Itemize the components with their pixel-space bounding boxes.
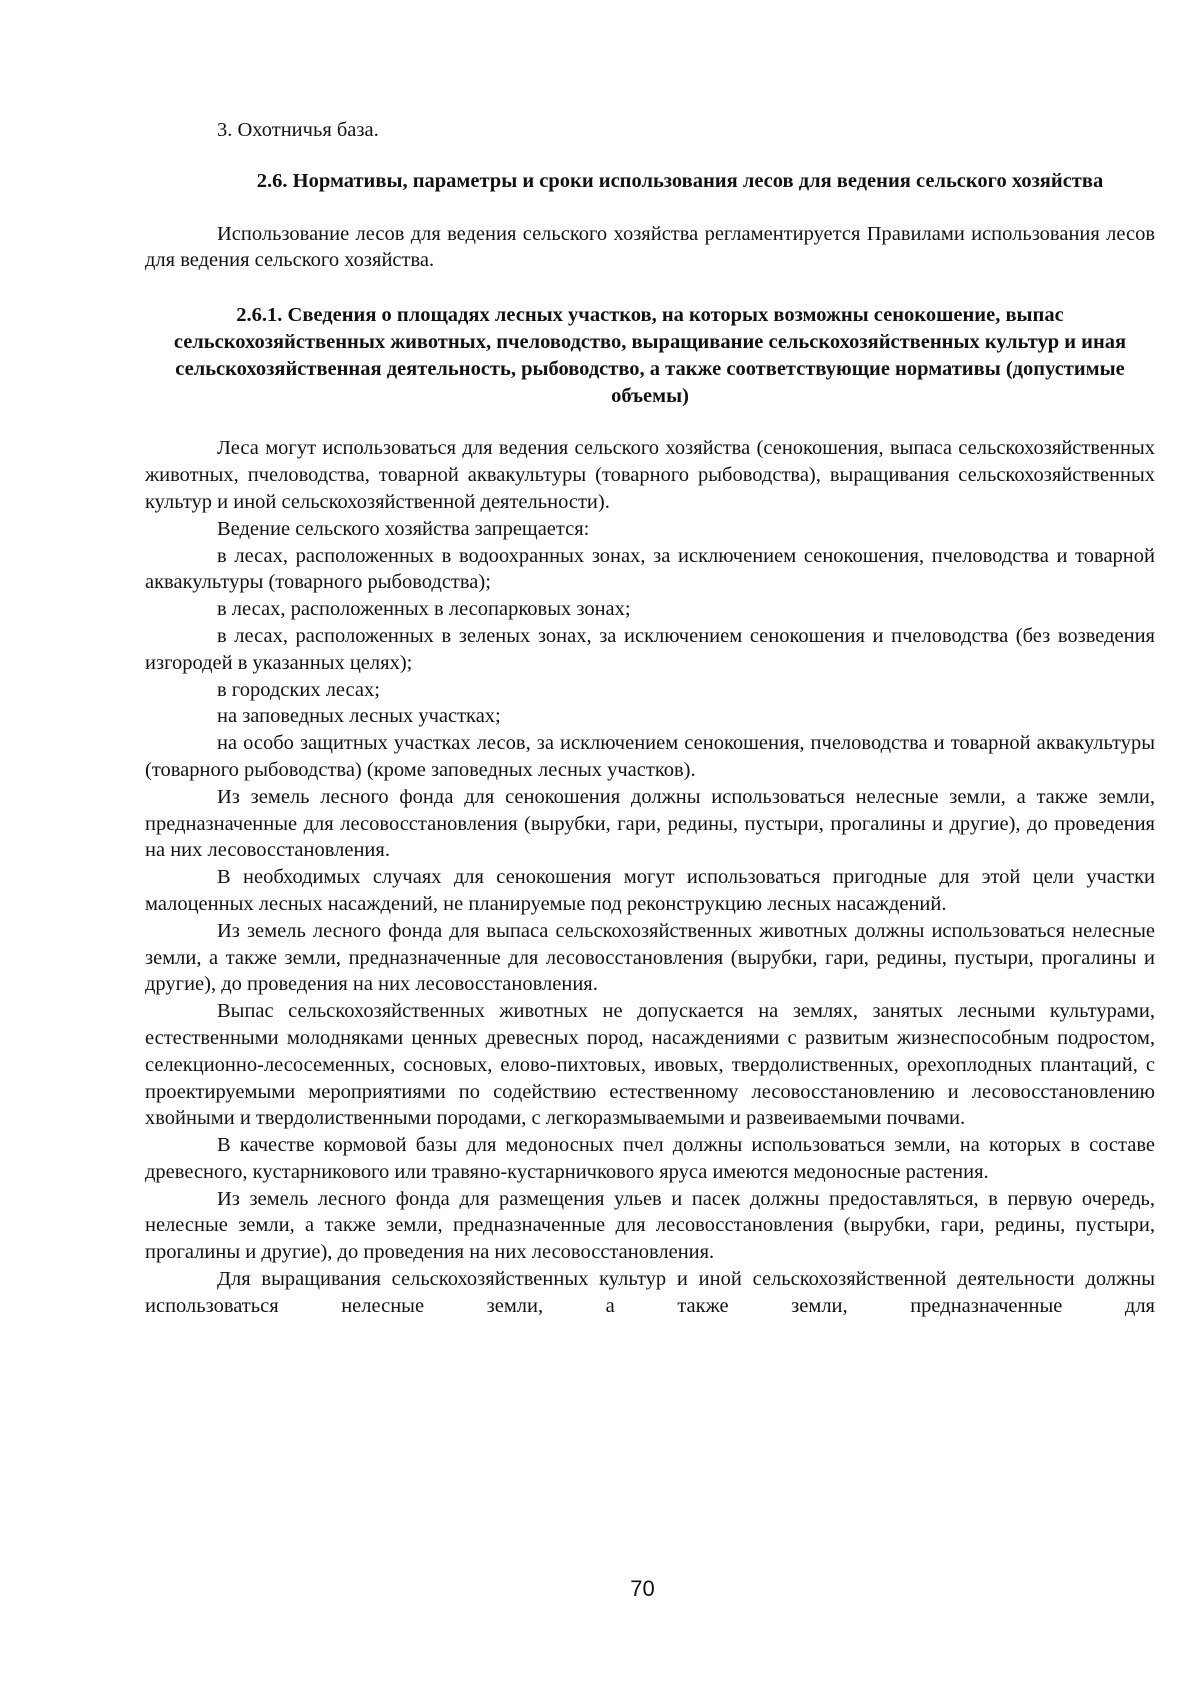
list-item: на особо защитных участках лесов, за исключением сенокошения, пчеловодства и товарной аквакультуры (товарного рыбоводства) (кроме заповедных лесных участков). xyxy=(145,732,1155,781)
list-item: в лесах, расположенных в водоохранных зонах, за исключением сенокошения, пчеловодства и товарной аквакультуры (товарного рыбоводства); xyxy=(145,544,1155,594)
list-item: в лесах, расположенных в лесопарковых зонах; xyxy=(217,598,631,621)
paragraph: В качестве кормовой базы для медоносных пчел должны использоваться земли, на которых в составе древесного, кустарникового или травяно-кустарничкового яруса имеются медоносные растения. xyxy=(145,1134,1155,1183)
paragraph: Леса могут использоваться для ведения сельского хозяйства (сенокошения, выпаса сельскохозяйственных животных, пчеловодства, товарной аквакультуры (товарного рыбоводства), выращивания сельскохозяйственных культур и иной сельскохозяйственной деятельности). xyxy=(145,437,1155,513)
section-heading-2-6-1: 2.6.1. Сведения о площадях лесных участков, на которых возможны сенокошение, выпас сельскохозяйственных животных, пчеловодство, выращивание сельскохозяйственных культур и иная сельскохозяйственная деятельность, рыбоводство, а также соответствующие нормативы (допустимые объемы) xyxy=(173,304,1127,407)
section-heading-2-6: 2.6. Нормативы, параметры и сроки использования лесов для ведения сельского хозяйства xyxy=(256,169,1104,192)
paragraph: В необходимых случаях для сенокошения могут использоваться пригодные для этой цели участки малоценных лесных насаждений, не планируемые под реконструкцию лесных насаждений. xyxy=(145,866,1155,915)
list-item: на заповедных лесных участках; xyxy=(217,705,501,728)
paragraph: Ведение сельского хозяйства запрещается: xyxy=(217,517,590,540)
paragraph-intro: Использование лесов для ведения сельского хозяйства регламентируется Правилами использования лесов для ведения сельского хозяйства. xyxy=(145,222,1155,272)
paragraph: Из земель лесного фонда для размещения ульев и пасек должны предоставляться, в первую очередь, нелесные земли, а также земли, предназначенные для лесовосстановления (вырубки, гари, редины, пустыри, прогалины и другие), до проведения на них лесовосстановления. xyxy=(145,1187,1155,1264)
paragraph: Из земель лесного фонда для сенокошения должны использоваться нелесные земли, а также земли, предназначенные для лесовосстановления (вырубки, гари, редины, пустыри, прогалины и другие), до проведения на них лесовосстановления. xyxy=(145,785,1155,862)
paragraph: Из земель лесного фонда для выпаса сельскохозяйственных животных должны использоваться нелесные земли, а также земли, предназначенные для лесовосстановления (вырубки, гари, редины, пустыри, прогалины и другие), до проведения на них лесовосстановления. xyxy=(145,919,1155,996)
list-item: в лесах, расположенных в зеленых зонах, за исключением сенокошения и пчеловодства (без возведения изгородей в указанных целях); xyxy=(145,624,1155,674)
list-item: в городских лесах; xyxy=(217,678,380,701)
paragraph: Для выращивания сельскохозяйственных культур и иной сельскохозяйственной деятельности должны использоваться нелесные земли, а также земли, предназначенные для xyxy=(145,1268,1155,1317)
paragraph: Выпас сельскохозяйственных животных не допускается на землях, занятых лесными культурами, естественными молодняками ценных древесных пород, насаждениями с развитым жизнеспособным подростом, селекционно-лесосеменных, сосновых, елово-пихтовых, ивовых, твердолиственных, орехоплодных плантаций, с проектируемыми мероприятиями по содействию естественному лесовосстановлению и лесовосстановлению хвойными и твердолиственными породами, с легкоразмываемыми и развеиваемыми почвами. xyxy=(145,1000,1155,1130)
intro-line: 3. Охотничья база. xyxy=(217,119,379,141)
document-body xyxy=(145,117,1155,1320)
page-number: 70 xyxy=(630,1576,655,1601)
